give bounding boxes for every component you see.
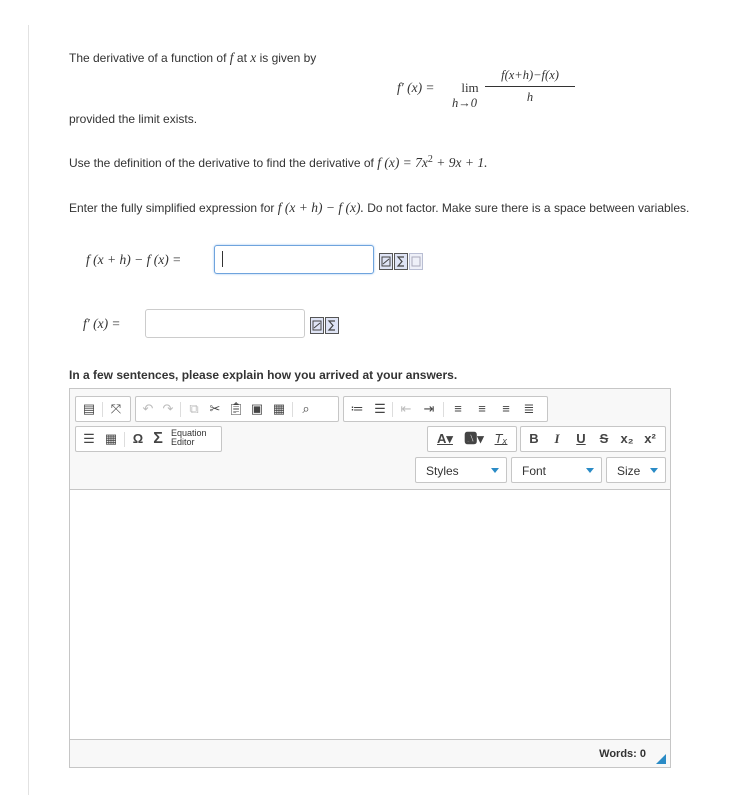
numbered-list-icon[interactable]: ≔ (350, 401, 364, 416)
formula-numerator: f(x+h)−f(x) (501, 68, 559, 82)
resize-handle[interactable] (656, 754, 666, 764)
align-left-icon[interactable]: ≡ (454, 401, 462, 416)
explain-heading: In a few sentences, please explain how you arrived at your answers. (69, 368, 458, 382)
preview-icon[interactable] (409, 253, 423, 270)
table-icon[interactable]: ▦ (104, 431, 118, 446)
text-color-icon[interactable]: A▾ (437, 431, 453, 446)
copy-icon[interactable]: ⧉ (189, 401, 199, 416)
background-color-icon[interactable]: 🅰︎▾ (464, 431, 484, 446)
toolbar-group-paragraph (343, 396, 548, 422)
paste-icon[interactable]: 📋︎ (227, 401, 245, 416)
provided-text: provided the limit exists. (69, 112, 198, 126)
instruction-text: Enter the fully simplified expression for f (x + h) − f (x). Do not factor. Make sure there is a space between variables. (69, 200, 690, 215)
rich-text-editor (69, 388, 671, 768)
answer-1-input[interactable] (214, 245, 374, 274)
formula-lim: lim (461, 80, 479, 95)
indent-icon[interactable]: ⇥ (423, 401, 435, 416)
outdent-icon[interactable]: ⇤ (400, 401, 412, 416)
formula-lhs: f′ (x) = (397, 80, 435, 95)
styles-dropdown[interactable]: Styles (415, 457, 507, 483)
subscript-icon[interactable]: x₂ (620, 431, 634, 446)
task-text: Use the definition of the derivative to find the derivative of f $(x) = 7x^2 + 9x + 1$. (69, 154, 488, 170)
strikethrough-icon[interactable]: S (599, 431, 609, 446)
paste-word-icon[interactable]: ▦ (272, 401, 286, 416)
align-justify-icon[interactable]: ≣ (523, 401, 535, 416)
bold-icon[interactable]: B (529, 431, 539, 446)
text-caret (222, 251, 223, 267)
toolbar-group-colors (427, 426, 517, 452)
horizontal-line-icon[interactable]: ☰ (83, 431, 95, 446)
equation-editor-button[interactable]: Equation Editor (171, 428, 207, 447)
equation-editor-icon[interactable] (394, 253, 408, 270)
source-icon[interactable]: ▤ (82, 401, 96, 416)
formula-fraction (485, 68, 575, 105)
superscript-icon[interactable]: x² (644, 431, 656, 446)
align-center-icon[interactable]: ≡ (478, 401, 486, 416)
math-palette-icon[interactable] (379, 253, 393, 270)
formula-denominator: h (526, 90, 534, 104)
toolbar-group-insert (75, 426, 222, 452)
undo-icon[interactable]: ↶ (142, 401, 154, 416)
toolbar-group-edit (135, 396, 339, 422)
bulleted-list-icon[interactable]: ☰ (374, 401, 386, 416)
align-right-icon[interactable]: ≡ (502, 401, 510, 416)
answer-2-input[interactable] (145, 309, 305, 338)
equation-editor-icon[interactable] (325, 317, 339, 334)
size-dropdown[interactable]: Size (606, 457, 666, 483)
chevron-down-icon (586, 468, 594, 473)
toolbar-group-basicstyles (520, 426, 666, 452)
answer-1-label: f (x + h) − f (x) = (86, 252, 182, 267)
paste-text-icon[interactable]: ▣ (250, 401, 264, 416)
formula-lim-sub: h→0 (452, 96, 477, 110)
italic-icon[interactable]: I (554, 431, 560, 446)
toolbar-group-view (75, 396, 131, 422)
answer-2-label: f′ (x) = (83, 316, 121, 331)
font-dropdown[interactable]: Font (511, 457, 602, 483)
intro-text: The derivative of a function of f at x is given by (69, 50, 317, 65)
find-icon[interactable]: ⌕ (302, 401, 310, 416)
editor-toolbar (70, 389, 670, 490)
chevron-down-icon (491, 468, 499, 473)
cut-icon[interactable]: ✂ (209, 401, 221, 416)
maximize-icon[interactable]: ⤧ (110, 401, 122, 416)
clear-format-icon[interactable]: Tₓ (494, 431, 508, 446)
editor-content-area[interactable] (70, 490, 670, 740)
underline-icon[interactable]: U (576, 431, 586, 446)
chevron-down-icon (650, 468, 658, 473)
editor-footer (70, 739, 670, 767)
special-char-icon[interactable]: Ω (132, 431, 144, 446)
left-divider (28, 25, 29, 795)
redo-icon[interactable]: ↷ (162, 401, 174, 416)
sigma-icon[interactable]: Σ (153, 430, 163, 447)
math-palette-icon[interactable] (310, 317, 324, 334)
word-count: Words: 0 (599, 748, 646, 760)
